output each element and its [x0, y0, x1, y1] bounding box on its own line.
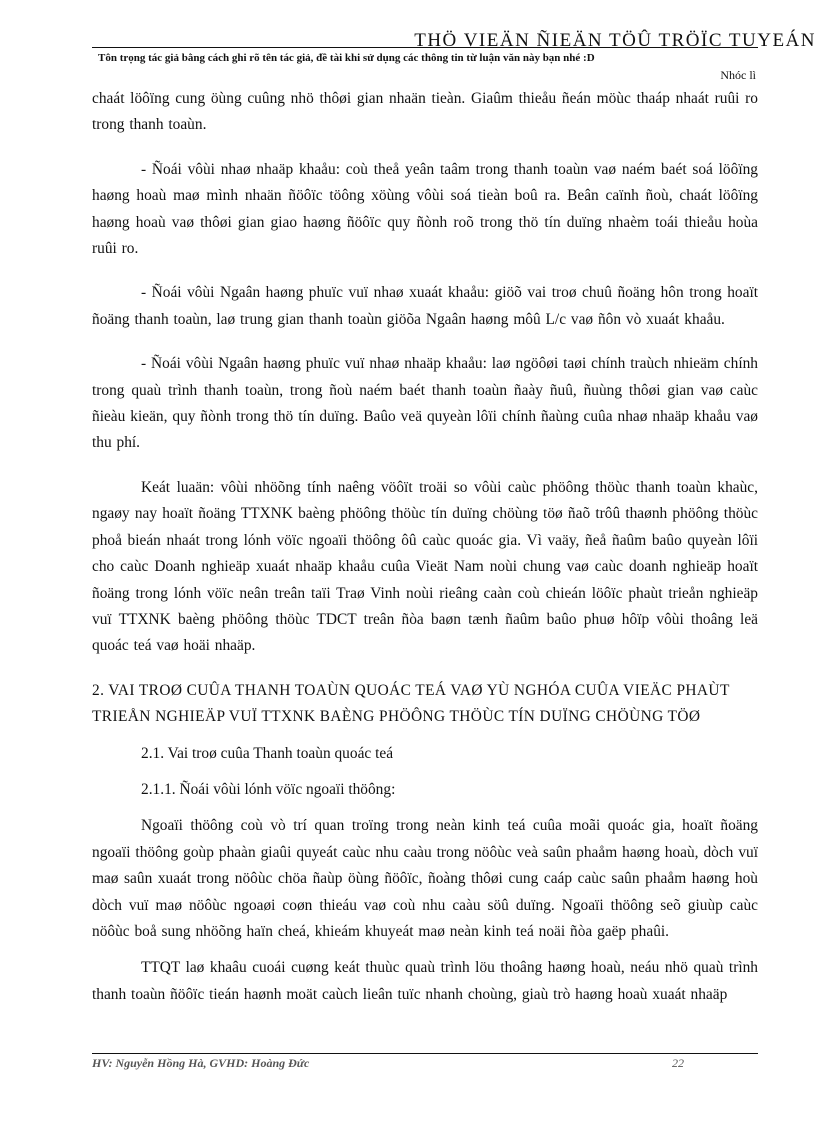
subsection-heading: 2.1. Vai troø cuûa Thanh toaùn quoác teá	[141, 744, 394, 762]
paragraph-conclusion: Keát luaän: vôùi nhöõng tính naêng vöôït troäi so vôùi caùc phöông thöùc thanh toaùn khaùc, ngaøy nay hoaït ñoäng TTXNK baèng phöông thöùc tín duïng chöùng töø ñaõ trôû thaønh phöông thöùc phoå bieán nhaát trong lónh vöïc ngoaïi thöông ôû caùc quoác gia. Vì vaäy, ñeå ñaûm baûo quyeàn lôïi cho caùc Doanh nghieäp xuaát nhaäp khaåu cuûa Vieät Nam noùi chung vaø caùc doanh nghieäp hoaït ñoäng trong lónh vöïc neân treân taïi Traø Vinh noùi rieâng caàn coù chieán löôïc phaùt trieån nghieäp vuï TTXNK baèng phöông thöùc TDCT treân ñòa baøn tænh ñaûm baûo phuø hôïp vôùi thoâng leä quoác teá vaø hoäi nhaäp.	[92, 478, 758, 655]
uploader-nickname: Nhóc lì	[720, 68, 756, 82]
footer-author: HV: Nguyễn Hồng Hà, GVHD: Hoàng Đức	[92, 1056, 310, 1070]
copyright-notice: Tôn trọng tác giả bằng cách ghi rõ tên tác giả, đề tài khi sử dụng các thông tin từ luận văn này bạn nhé :D	[98, 52, 595, 64]
subsubsection-heading: 2.1.1. Ñoái vôùi lónh vöïc ngoaïi thöông:	[141, 780, 396, 798]
paragraph-exporter-bank: - Ñoái vôùi Ngaân haøng phuïc vuï nhaø xuaát khaåu: giöõ vai troø chuû ñoäng hôn trong hoaït ñoäng thanh toaùn, laø trung gian thanh toaùn giöõa Ngaân haøng môû L/c vaø ñôn vò xuaát khaåu.	[92, 284, 758, 328]
document-body	[92, 86, 758, 1008]
section-heading: 2. VAI TROØ CUÛA THANH TOAÙN QUOÁC TEÁ VAØ YÙ NGHÓA CUÛA VIEÄC PHAÙT TRIEÅN NGHIEÄP VUÏ TTXNK BAÈNG PHÖÔNG THÖÙC TÍN DUÏNG CHÖÙNG TÖØ	[92, 681, 730, 726]
footer-rule	[92, 1053, 758, 1054]
paragraph-importer: - Ñoái vôùi nhaø nhaäp khaåu: coù theå yeân taâm trong thanh toaùn vaø naém baét soá löôïng haøng hoaù maø mình nhaän ñöôïc töông xöùng vôùi soá tieàn boû ra. Beân caïnh ñoù, chaát löôïng haøng hoaù vaø thôøi gian giao haøng ñöôïc quy ñònh roõ trong thö tín duïng nhaèm toái thieåu hoùa ruûi ro.	[92, 160, 758, 258]
paragraph-continuation: chaát löôïng cung öùng cuûng nhö thôøi gian nhaän tieàn. Giaûm thieåu ñeán möùc thaáp nhaát ruûi ro trong thanh toaùn.	[92, 90, 758, 134]
page-number: 22	[672, 1056, 684, 1070]
paragraph-importer-bank: - Ñoái vôùi Ngaân haøng phuïc vuï nhaø nhaäp khaåu: laø ngöôøi taøi chính traùch nhieäm chính trong quaù trình thanh toaùn, trong ñoù naém baét thanh toaùn ñaày ñuû, ñuùng thôøi gian vaø caùc ñieàu kieän, quy ñònh trong thö tín duïng. Baûo veä quyeàn lôïi chính ñaùng cuûa nhaø nhaäp khaåu vaø thu phí.	[92, 355, 758, 452]
library-header-title: THÖ VIEÄN ÑIEÄN TÖÛ TRÖÏC TUYEÁN	[414, 30, 816, 51]
header-rule	[92, 47, 758, 48]
paragraph-ttqt: TTQT laø khaâu cuoái cuøng keát thuùc quaù trình löu thoâng haøng hoaù, neáu nhö quaù trình thanh toaùn ñöôïc tieán haønh moät caùch lieân tuïc nhanh choùng, giaù trò haøng hoaù xuaát nhaäp	[92, 959, 758, 1003]
paragraph-foreign-trade: Ngoaïi thöông coù vò trí quan troïng trong neàn kinh teá cuûa moãi quoác gia, hoaït ñoäng ngoaïi thöông goùp phaàn giaûi quyeát caùc nhu caàu trong nöôùc veà saûn phaåm haøng hoaù, dòch vuï maø saûn xuaát trong nöôùc chöa ñaùp öùng ñöôïc, ñoàng thôøi cung caáp caùc saûn phaåm haøng hoù dòch vuï maø nöôùc ngoaøi coøn thieáu vaø coù nhu caàu söû duïng. Ngoaïi thöông seõ giuùp caùc nöôùc boå sung nhöõng haïn cheá, khieám khuyeát maø neàn kinh teá noäi ñòa gaëp phaûi.	[92, 817, 758, 940]
